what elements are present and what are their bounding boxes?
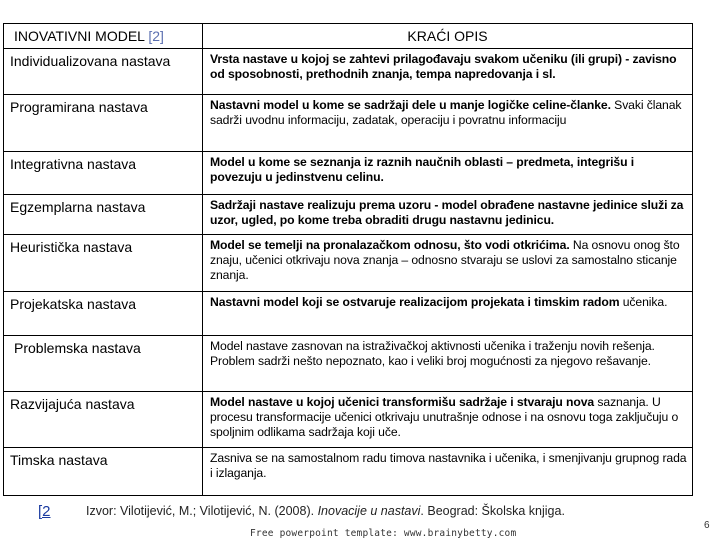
model-description: Nastavni model koji se ostvaruje realizacijom projekata i timskim radom učenika. [203, 292, 693, 336]
model-name: Razvijajuća nastava [4, 392, 203, 448]
model-name: Integrativna nastava [4, 152, 203, 195]
model-name: Individualizovana nastava [4, 49, 203, 95]
model-description: Model nastave zasnovan na istraživačkoj aktivnosti učenika i traženju novih rešenja. Problem sadrži nešto nepoznato, kao i veliki broj mogućnosti za njegovo rešavanje. [203, 336, 693, 392]
model-name: Programirana nastava [4, 95, 203, 152]
source-citation: Izvor: Vilotijević, M.; Vilotijević, N. (2008). Inovacije u nastavi. Beograd: Školska knjiga. [86, 504, 565, 518]
model-name: Projekatska nastava [4, 292, 203, 336]
model-name: Heuristička nastava [4, 235, 203, 292]
header-model: INOVATIVNI MODEL [2] [4, 24, 203, 49]
template-credit: Free powerpoint template: www.brainybetty.com [250, 528, 517, 539]
header-ref: [2] [148, 28, 164, 44]
table-row [4, 392, 693, 448]
table-header-row [4, 24, 693, 49]
reference-link[interactable]: [2 [38, 503, 51, 520]
model-description: Zasniva se na samostalnom radu timova nastavnika i učenika, i smenjivanju grupnog rada i izlaganja. [203, 448, 693, 496]
model-description: Sadržaji nastave realizuju prema uzoru - model obrađene nastavne jedinice služi za uzor, ugled, po kome treba obraditi drugu nastavnu jedinicu. [203, 195, 693, 235]
model-description: Model u kome se seznanja iz raznih naučnih oblasti – predmeta, integrišu i povezuju u jedinstvenu celinu. [203, 152, 693, 195]
model-description: Model se temelji na pronalazačkom odnosu, što vodi otkrićima. Na osnovu onog što znaju, učenici otkrivaju nova znanja – odnosno stvaraju se uslovi za samostalno sticanje znanja. [203, 235, 693, 292]
model-name: Problemska nastava [4, 336, 203, 392]
page-number: 6 [704, 520, 710, 531]
model-description: Nastavni model u kome se sadržaji dele u manje logičke celine-članke. Svaki članak sadrži uvodnu informaciju, zadatak, operaciju i povratnu informaciju [203, 95, 693, 152]
header-description: KRAĆI OPIS [203, 24, 693, 49]
model-name: Timska nastava [4, 448, 203, 496]
model-description: Vrsta nastave u kojoj se zahtevi prilagođavaju svakom učeniku (ili grupi) - zavisno od sposobnosti, prethodnih znanja, tempa napredovanja i sl. [203, 49, 693, 95]
model-description: Model nastave u kojoj učenici transformišu sadržaje i stvaraju nova saznanja. U procesu transformacije učenici otkrivaju unutrašnje odnose i na osnovu toga zaključuju o spoljnim odlikama sadržaja koji uče. [203, 392, 693, 448]
innovative-models-table [3, 23, 693, 496]
table-row [4, 195, 693, 235]
table-row [4, 292, 693, 336]
table-row [4, 95, 693, 152]
table-row [4, 336, 693, 392]
table-row [4, 235, 693, 292]
table-row [4, 152, 693, 195]
table-row [4, 448, 693, 496]
model-name: Egzemplarna nastava [4, 195, 203, 235]
table-row [4, 49, 693, 95]
